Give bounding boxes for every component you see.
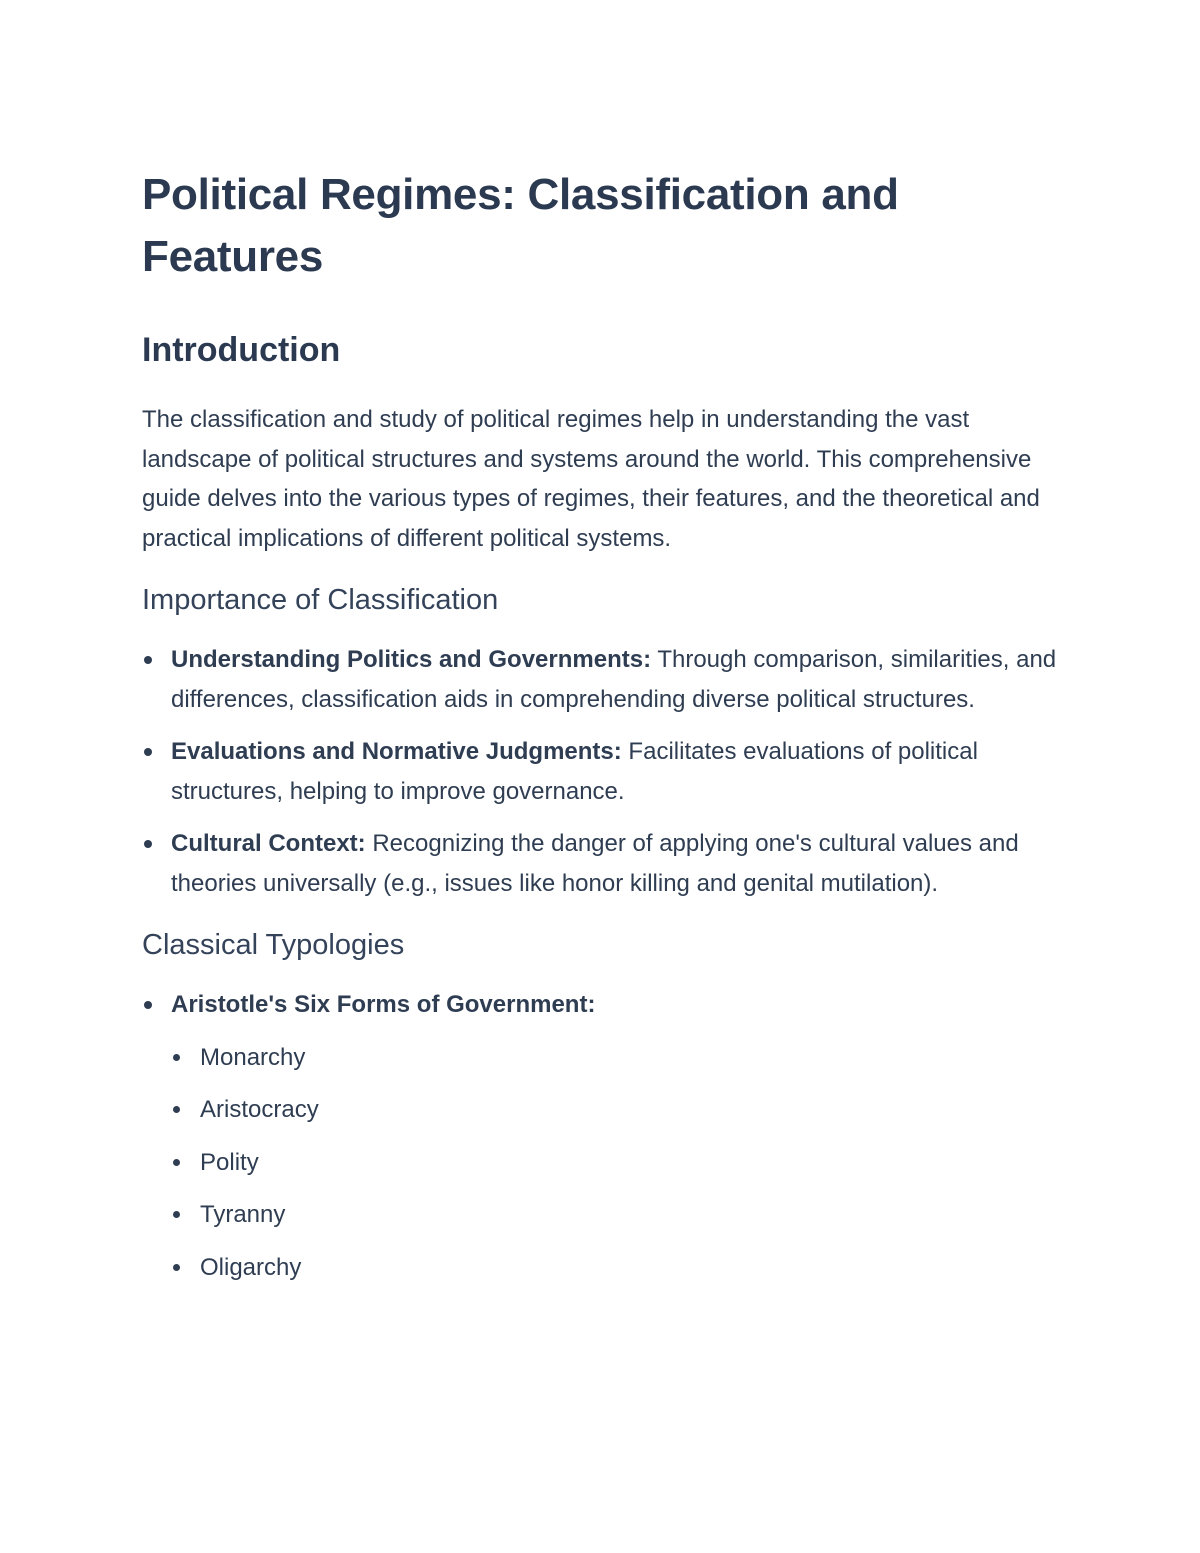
list-item-text: Through comparison, similarities, and differences, classification aids in comprehending diverse political structures. xyxy=(171,646,1057,713)
list-item xyxy=(142,824,1072,903)
list-item xyxy=(142,640,1072,719)
sub-list-item: Monarchy xyxy=(171,1038,1072,1078)
list-item-term: Evaluations and Normative Judgments: xyxy=(171,738,622,765)
list-item-text: Facilitates evaluations of political structures, helping to improve governance. xyxy=(171,738,978,805)
list-item-term: Cultural Context: xyxy=(171,830,366,857)
sub-list-item: Polity xyxy=(171,1143,1072,1183)
introduction-paragraph: The classification and study of political regimes help in understanding the vast landscape of political structures and systems around the world. This comprehensive guide delves into the various types of regimes, their features, and the theoretical and practical implications of different political systems. xyxy=(142,406,1040,552)
classical-typologies-list xyxy=(142,985,1072,1287)
importance-heading: Importance of Classification xyxy=(142,584,499,616)
list-item xyxy=(142,985,1072,1287)
list-item-term: Aristotle's Six Forms of Government: xyxy=(171,991,596,1018)
government-forms-list xyxy=(171,1038,1072,1288)
importance-list xyxy=(142,640,1072,903)
classical-typologies-heading: Classical Typologies xyxy=(142,929,405,961)
list-item-text: Recognizing the danger of applying one's cultural values and theories universally (e.g., issues like honor killing and genital mutilation). xyxy=(171,830,1019,897)
sub-list-item: Tyranny xyxy=(171,1195,1072,1235)
sub-list-item: Oligarchy xyxy=(171,1248,1072,1288)
introduction-heading: Introduction xyxy=(142,331,341,369)
document-page xyxy=(142,164,1072,1300)
list-item-term: Understanding Politics and Governments: xyxy=(171,646,652,673)
list-item xyxy=(142,732,1072,811)
sub-list-item: Aristocracy xyxy=(171,1090,1072,1130)
document-title: Political Regimes: Classification and Features xyxy=(142,170,899,281)
